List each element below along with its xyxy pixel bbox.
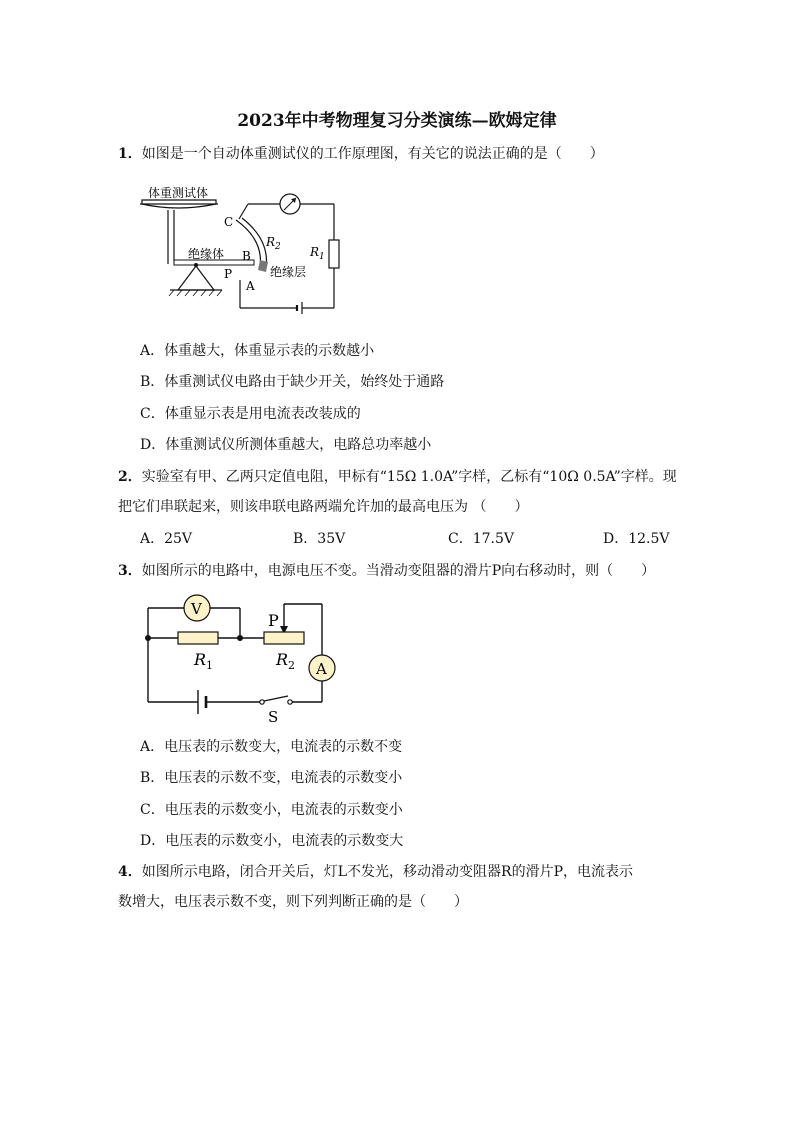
question-3: [118, 561, 678, 581]
q1-option-b: B．体重测试仪电路由于缺少开关，始终处于通路: [140, 374, 445, 390]
label-S: S: [268, 708, 279, 726]
q2-option-c: C．17.5V: [448, 531, 514, 547]
question-2: [118, 467, 678, 487]
q3-option-d: D．电压表的示数变小，电流表的示数变大: [140, 833, 404, 849]
label-P: P: [268, 611, 279, 630]
question-4-line2: [118, 892, 678, 912]
q1-option-c: C．体重显示表是用电流表改装成的: [140, 406, 361, 422]
q2-option-a: A．25V: [140, 531, 193, 547]
q2-option-d: D．12.5V: [603, 531, 670, 547]
tester-label: 体重测试体: [148, 186, 209, 200]
voltmeter-label: V: [191, 600, 202, 618]
question-text-line1: 如图所示电路，闭合开关后，灯L不发光，移动滑动变阻器R的滑片P，电流表示: [141, 864, 634, 880]
figure-circuit-q3: [142, 592, 342, 726]
resistor-R1: [329, 240, 339, 268]
label-C: C: [224, 215, 234, 229]
resistor-R1: [178, 632, 218, 644]
question-number: 2．: [118, 469, 142, 485]
question-number: 4．: [118, 864, 142, 880]
label-A: A: [246, 279, 255, 293]
q1-option-a: A．体重越大，体重显示表的示数越小: [140, 343, 375, 359]
label-R1: $R_1$: [194, 650, 214, 672]
q1-option-d: D．体重测试仪所测体重越大，电路总功率越小: [140, 437, 432, 453]
label-P: P: [224, 267, 233, 281]
question-text-line2: 数增大，电压表示数不变，则下列判断正确的是（ ）: [118, 894, 468, 910]
ammeter-label: A: [316, 660, 327, 678]
insulating-layer-label: 绝缘层: [270, 265, 307, 279]
q3-option-b: B．电压表的示数不变，电流表的示数变小: [140, 770, 403, 786]
label-R1: $R_1$: [310, 245, 325, 262]
pivot-triangle: [178, 266, 214, 290]
question-text: 如图是一个自动体重测试仪的工作原理图，有关它的说法正确的是（ ）: [141, 146, 604, 162]
resistor-R2: [264, 632, 304, 644]
question-text-line2: 把它们串联起来，则该串联电路两端允许加的最高电压为 （ ）: [118, 499, 529, 515]
question-4: [118, 862, 678, 882]
q2-option-b: B．35V: [293, 531, 346, 547]
question-number: 1．: [118, 146, 142, 162]
question-2-line2: [118, 497, 678, 517]
page-title: 2023年中考物理复习分类演练—欧姆定律: [237, 111, 557, 131]
label-R2: $R_2$: [276, 650, 296, 672]
label-R2: $R_2$: [266, 235, 281, 252]
label-B: B: [242, 249, 251, 263]
insulator-label: 绝缘体: [188, 247, 225, 261]
q3-option-a: A．电压表的示数变大，电流表的示数不变: [140, 739, 403, 755]
question-text: 如图所示的电路中，电源电压不变。当滑动变阻器的滑片P向右移动时，则（ ）: [141, 563, 656, 579]
question-1: [118, 144, 678, 164]
q3-option-c: C．电压表的示数变小，电流表的示数变小: [140, 802, 403, 818]
question-number: 3．: [118, 563, 142, 579]
figure-weight-tester: [138, 182, 348, 314]
question-text-line1: 实验室有甲、乙两只定值电阻，甲标有“15Ω 1.0A”字样，乙标有“10Ω 0.5A”字样。现: [141, 469, 677, 485]
